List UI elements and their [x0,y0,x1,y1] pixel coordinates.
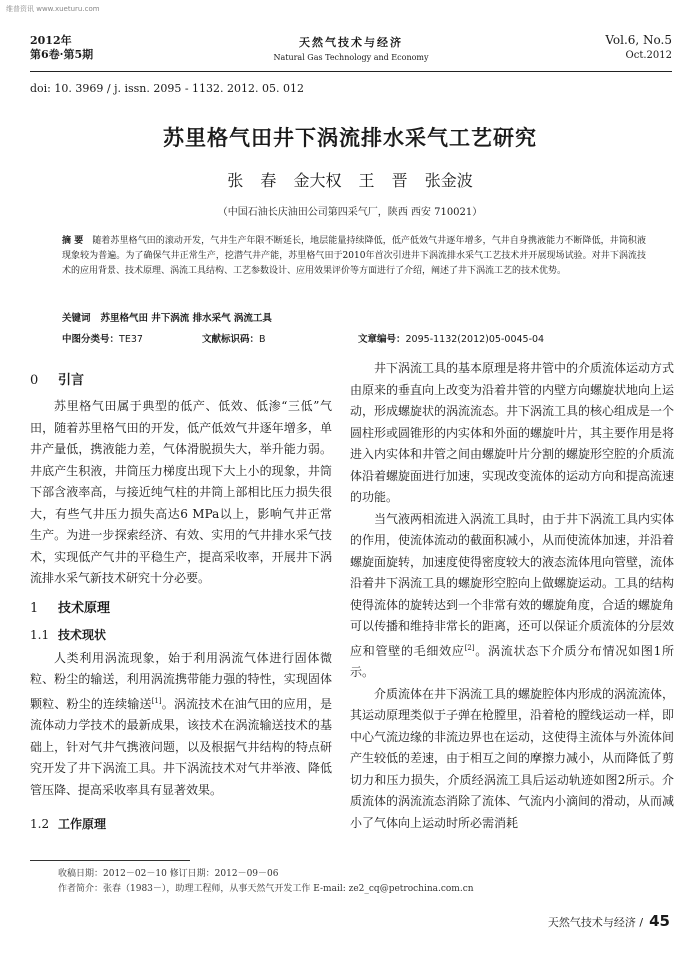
section-0-paragraph: 苏里格气田属于典型的低产、低效、低渗“三低”气田，随着苏里格气田的开发，低产低效气井逐年增多，单井产量低，携液能力差，气体滑脱损失大，举升能力弱。井底产生积液，井筒压力梯度出现下大上小的现象，井筒下部含液率高，与接近纯气柱的井筒上部相比压力损失很大，有些气井压力损失高达6 MPa以上，影响气井正常生产。为进一步探索经济、有效、实用的气井排水采气技术，实现低产气井的平稳生产，提高采收率，开展井下涡流排水采气新技术研究十分必要。 [30,399,332,585]
page-number: 45 [649,912,670,930]
header-center [30,34,672,62]
abstract-text: 随着苏里格气田的滚动开发，气井生产年限不断延长，地层能量持续降低，低产低效气井逐年增多，气井自身携液能力不断降低，井筒积液现象较为普遍。为了确保气井正常生产，挖潜气井产能，苏里格气田于2010年首次引进井下涡流排水采气工艺技术并开展现场试验。对井下涡流技术的应用背景、技术原理、涡流工具结构、工艺参数设计、应用效果评价等方面进行了介绍，阐述了井下涡流工艺的技术优势。 [62,236,646,276]
journal-name-en: Natural Gas Technology and Economy [273,53,429,62]
watermark: 维普资讯 www.xueturu.com [6,5,100,13]
section-1-1-heading: 1.1 技术现状 [30,627,107,642]
citation-2: [2] [464,643,475,652]
header-date: Oct.2012 [625,50,672,61]
section-1-heading: 1 技术原理 [30,600,111,616]
authors: 张 春 金大权 王 晋 张金波 [227,171,473,190]
header-year: 2012年 [30,34,72,47]
working-principle-paragraph-2: 当气液两相流进入涡流工具时，由于井下涡流工具内实体的作用，使流体流动的截面积减小，从而使流体加速，并沿着螺旋面旋转，加速度使得密度较大的液态流体甩向管壁，流体沿着井下涡流工具的螺旋形空腔向上做螺旋运动。工具的结构使得流体的旋转达到一个非常有效的螺旋角度，合适的螺旋角可以传播和维持非常长的距离，还可以保证介质流体的分层效应和管壁的毛细效应[2]。涡流状态下介质分布情况如图1所示。 [350,511,675,679]
keywords-label: 关键词 [62,313,91,324]
right-column [350,358,674,834]
working-principle-paragraph-1: 井下涡流工具的基本原理是将井管中的介质流体运动方式由原来的垂直向上改变为沿着井管的内壁方向螺旋状地向上运动，形成螺旋状的涡流流态。井下涡流工具的核心组成是一个圆柱形或圆锥形的内实体和外面的螺旋叶片，其主要作用是将进入内实体和井管之间由螺旋叶片分割的螺旋形空腔的介质流体沿着螺旋面进行加速，实现改变流体的运动方向和提高流速的功能。 [350,361,675,504]
working-principle-paragraph-3: 介质流体在井下涡流工具的螺旋腔体内形成的涡流流体，其运动原理类似于子弹在枪膛里，沿着枪的膛线运动一样，即中心气流边缘的非流边界也在运动，这使得主流体与外流体间产生较低的差速，由于相互之间的摩擦力减小，从而降低了剪切力和压力损失，介质经涡流工具后运动轨迹如图2所示。介质流体的涡流流态消除了流体、气流内小滴间的滑动，从而减小了气体向上运动时所必需消耗 [350,686,675,830]
clc-code: 中图分类号：TE37 [62,334,143,345]
header-volume: Vol.6, No.5 [605,33,672,47]
left-column [30,364,332,837]
header-right [605,32,672,64]
keywords [62,310,272,324]
section-0-heading: 0 引言 [30,373,85,388]
journal-header [30,28,672,72]
citation-1: [1] [151,696,162,705]
doi: doi: 10. 3969 / j. issn. 2095 - 1132. 2012. 05. 012 [30,82,305,95]
footer-journal: 天然气技术与经济 / [547,916,644,929]
journal-name-cn: 天然气技术与经济 [299,36,403,49]
keywords-items: 苏里格气田 井下涡流 排水采气 涡流工具 [100,313,272,324]
page-footer [548,912,670,930]
header-issue: 第6卷·第5期 [30,48,94,61]
section-1-1-paragraph: 人类利用涡流现象，始于利用涡流气体进行固体微粒、粉尘的输送，利用涡流携带能力强的特性，实现固体颗粒、粉尘的连续输送[1]。涡流技术在油气田的应用，是流体动力学技术的最新成果，该技术在涡流输送技术的基础上，针对气井气携液问题，以及根据气井结构的特点研究开发了井下涡流工具。井下涡流技术对气井举液、降低管压降、提高采收率具有显著效果。 [30,650,332,797]
abstract [62,234,646,279]
article-number: 文章编号：2095-1132(2012)05-0045-04 [358,334,545,345]
affiliation: （中国石油长庆油田公司第四采气厂，陕西 西安 710021） [217,207,483,218]
abstract-label: 摘 要 [62,236,84,246]
doc-code: 文献标识码：B [202,334,266,345]
footnote-author-intro: 作者简介：张春（1983－），助理工程师，从事天然气开发工作 E-mail: ze2_cq@petrochina.com.cn [58,884,474,894]
footnote-received-date: 收稿日期：2012－02－10 修订日期：2012－09－06 [58,869,279,879]
paper-title: 苏里格气田井下涡流排水采气工艺研究 [163,126,537,150]
section-1-2-heading: 1.2 工作原理 [30,817,107,831]
footnote-rule [30,860,190,861]
